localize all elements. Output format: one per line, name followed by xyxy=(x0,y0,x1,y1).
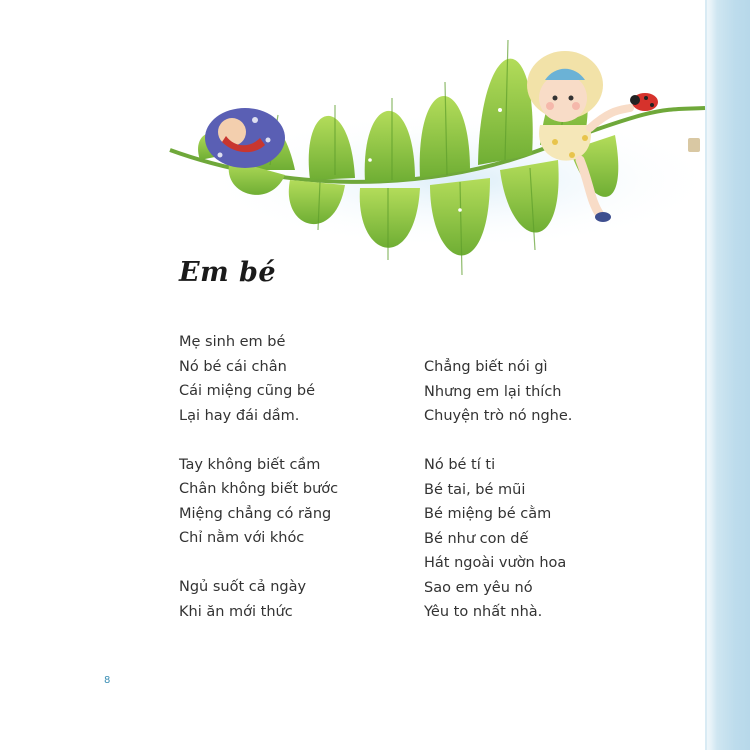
poem-line: Nó bé tí ti xyxy=(424,457,496,473)
poem-line: Chân không biết bước xyxy=(179,481,339,497)
poem-line: Mẹ sinh em bé xyxy=(179,334,286,350)
stanza-gap xyxy=(179,428,338,453)
poem-line: Chẳng biết nói gì xyxy=(424,359,548,375)
poem-line: Cái miệng cũng bé xyxy=(179,383,316,399)
swaddled-baby-icon xyxy=(205,108,285,168)
poem-left-column xyxy=(179,330,338,624)
poem-line: Yêu to nhất nhà. xyxy=(424,604,543,620)
ladybug-icon xyxy=(630,93,658,111)
poem-line: Hát ngoài vườn hoa xyxy=(424,555,567,571)
poem-title: Em bé xyxy=(179,257,277,288)
poem-line: Ngủ suốt cả ngày xyxy=(179,579,307,595)
poem-right-column xyxy=(424,355,572,625)
seal-icon xyxy=(688,138,700,152)
poem-line: Lại hay đái dầm. xyxy=(179,407,300,424)
poem-line: Bé miệng bé cằm xyxy=(424,506,552,522)
poem-line: Chuyện trò nó nghe. xyxy=(424,408,573,424)
poem-line: Tay không biết cầm xyxy=(179,456,321,473)
poem-line: Chỉ nằm với khóc xyxy=(179,530,305,546)
poem-line: Bé tai, bé mũi xyxy=(424,481,526,498)
stanza-gap xyxy=(179,551,338,576)
poem-line: Miệng chẳng có răng xyxy=(179,505,332,522)
stanza-gap xyxy=(424,429,572,454)
page-number: 8 xyxy=(104,675,111,686)
poem-line: Nhưng em lại thích xyxy=(424,383,562,400)
poem-line: Sao em yêu nó xyxy=(424,579,533,596)
poem-line: Bé như con dế xyxy=(424,530,529,547)
poem-line: Khi ăn mới thức xyxy=(179,603,293,620)
page-edge xyxy=(705,0,750,750)
poem-line: Nó bé cái chân xyxy=(179,358,287,375)
